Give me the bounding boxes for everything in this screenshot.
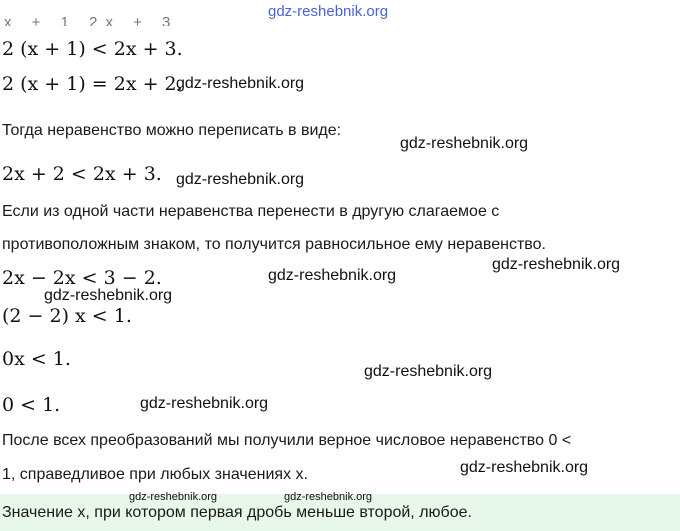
formula-inequality-5: (2 − 2) x < 1.	[2, 305, 132, 327]
formula-inequality-3: 2x + 2 < 2x + 3.	[2, 163, 162, 185]
formula-inequality-6: 0x < 1.	[2, 348, 71, 370]
watermark: gdz-reshebnik.org	[268, 267, 397, 284]
text-rewrite-intro: Тогда неравенство можно переписать в виде:	[2, 122, 342, 139]
watermark: gdz-reshebnik.org	[176, 171, 305, 188]
text-conclusion-line-2: 1, справедливое при любых значениях x.	[2, 466, 308, 483]
formula-inequality-1: 2 (x + 1) < 2x + 3.	[2, 38, 183, 60]
watermark: gdz-reshebnik.org	[176, 75, 305, 92]
text-rule-line-2: противоположным знаком, то получится равносильное ему неравенство.	[2, 236, 546, 253]
watermark-small: gdz-reshebnik.org	[284, 491, 373, 503]
text-rule-line-1: Если из одной части неравенства перенести в другую слагаемое с	[2, 203, 500, 220]
watermark: gdz-reshebnik.org	[460, 459, 589, 476]
answer-text: Значение x, при котором первая дробь меньше второй, любое.	[2, 504, 472, 521]
clipped-formula-line: x + 1 2x + 3	[4, 14, 179, 26]
watermark: gdz-reshebnik.org	[400, 135, 529, 152]
watermark-small: gdz-reshebnik.org	[129, 491, 218, 503]
watermark-top: gdz-reshebnik.org	[268, 3, 389, 20]
watermark: gdz-reshebnik.org	[140, 395, 269, 412]
formula-inequality-4: 2x − 2x < 3 − 2.	[2, 267, 162, 289]
text-conclusion-line-1: После всех преобразований мы получили верное числовое неравенство 0 <	[2, 432, 572, 449]
formula-inequality-7: 0 < 1.	[2, 394, 61, 416]
watermark: gdz-reshebnik.org	[44, 287, 173, 304]
watermark: gdz-reshebnik.org	[492, 256, 621, 273]
watermark: gdz-reshebnik.org	[364, 363, 493, 380]
formula-equation-2: 2 (x + 1) = 2x + 2.	[2, 73, 183, 95]
